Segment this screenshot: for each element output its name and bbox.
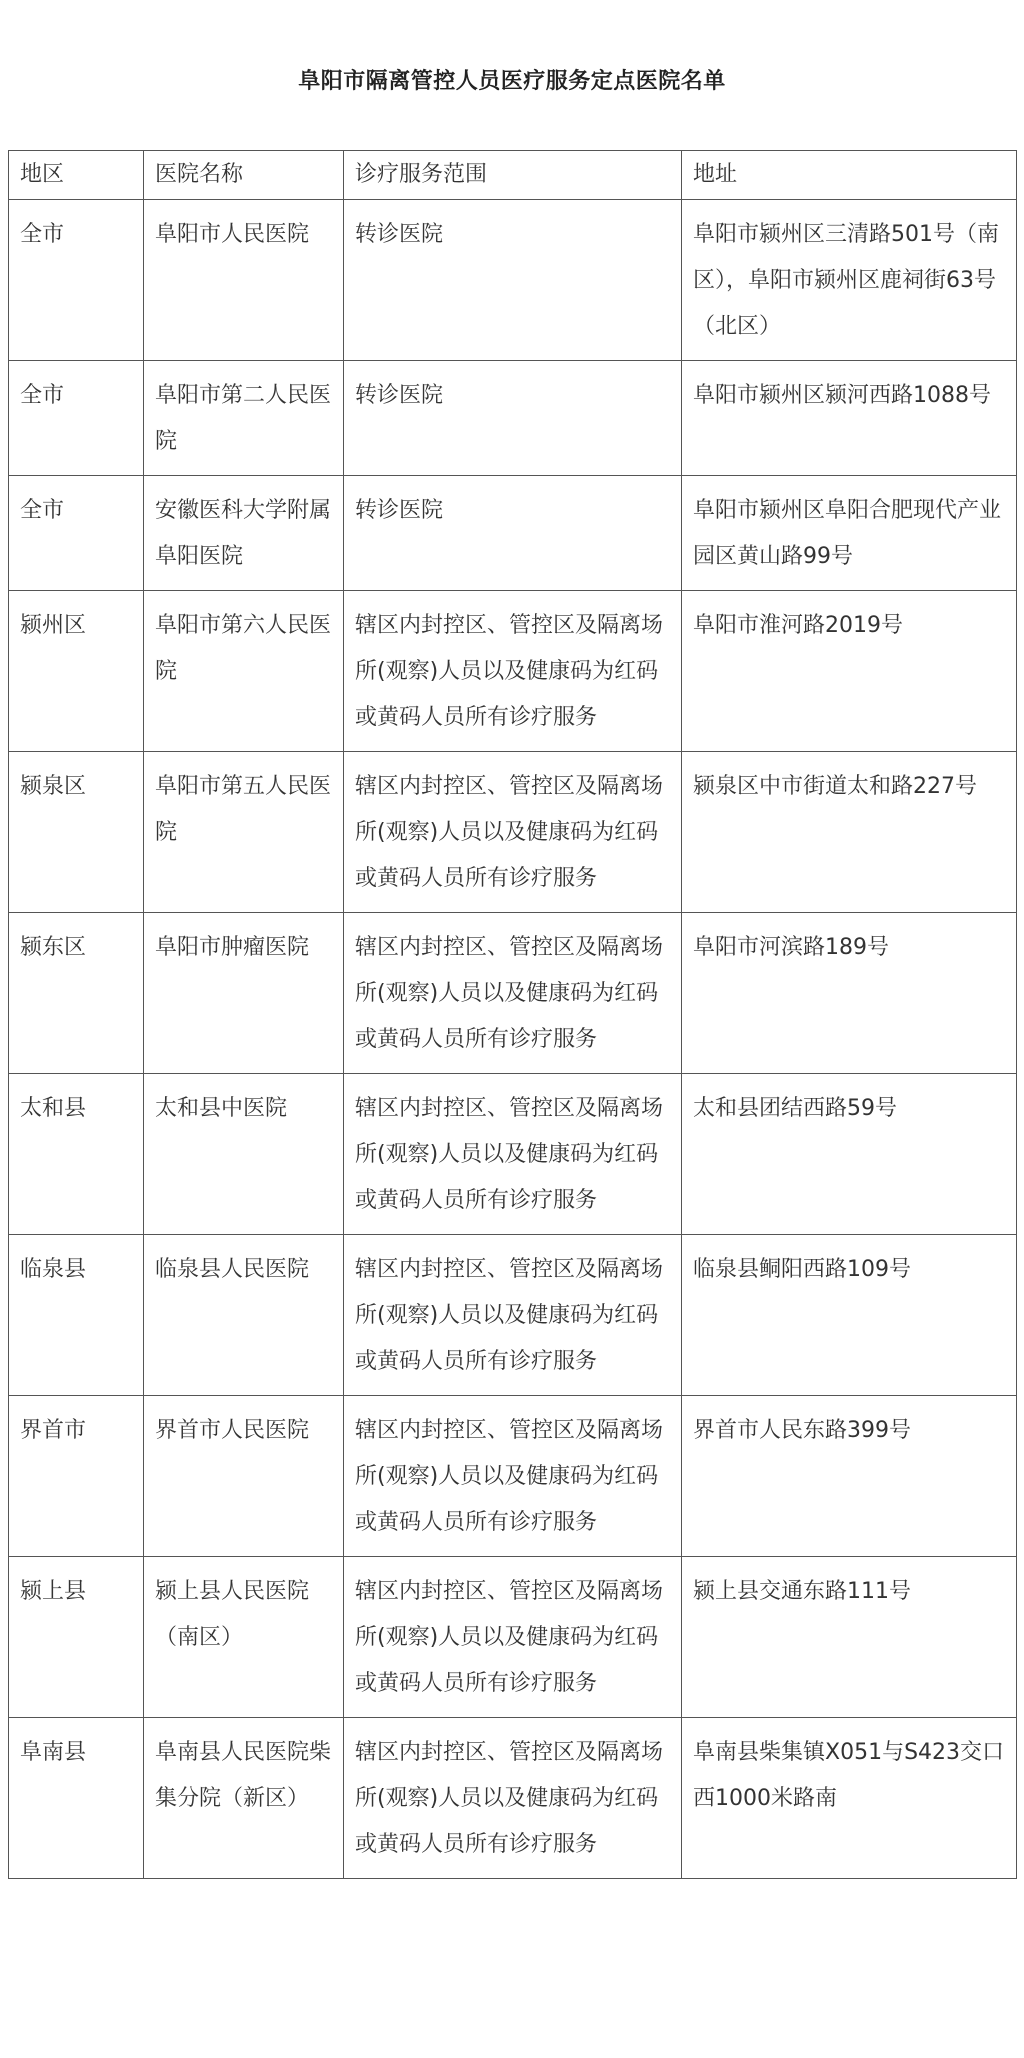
document-title: 阜阳市隔离管控人员医疗服务定点医院名单: [298, 69, 726, 94]
cell-address: 阜阳市河滨路189号: [682, 913, 1017, 1074]
table-row: [9, 1074, 1017, 1235]
cell-address: 临泉县鲖阳西路109号: [682, 1235, 1017, 1396]
cell-hospital: 临泉县人民医院: [144, 1235, 344, 1396]
cell-region: 颍东区: [9, 913, 144, 1074]
cell-scope: 辖区内封控区、管控区及隔离场所(观察)人员以及健康码为红码或黄码人员所有诊疗服务: [344, 1718, 682, 1879]
cell-region: 全市: [9, 476, 144, 591]
cell-scope: 辖区内封控区、管控区及隔离场所(观察)人员以及健康码为红码或黄码人员所有诊疗服务: [344, 1074, 682, 1235]
cell-region: 全市: [9, 200, 144, 361]
header-hospital: 医院名称: [144, 151, 344, 200]
table-row: [9, 591, 1017, 752]
table-row: [9, 1557, 1017, 1718]
cell-address: 阜阳市颍州区阜阳合肥现代产业园区黄山路99号: [682, 476, 1017, 591]
table-row: [9, 752, 1017, 913]
cell-scope: 辖区内封控区、管控区及隔离场所(观察)人员以及健康码为红码或黄码人员所有诊疗服务: [344, 913, 682, 1074]
cell-region: 全市: [9, 361, 144, 476]
table-row: [9, 200, 1017, 361]
cell-hospital: 阜阳市人民医院: [144, 200, 344, 361]
cell-hospital: 安徽医科大学附属阜阳医院: [144, 476, 344, 591]
table-row: [9, 476, 1017, 591]
cell-scope: 转诊医院: [344, 476, 682, 591]
cell-region: 临泉县: [9, 1235, 144, 1396]
cell-scope: 辖区内封控区、管控区及隔离场所(观察)人员以及健康码为红码或黄码人员所有诊疗服务: [344, 1396, 682, 1557]
cell-hospital: 阜阳市第六人民医院: [144, 591, 344, 752]
cell-address: 界首市人民东路399号: [682, 1396, 1017, 1557]
cell-hospital: 颍上县人民医院（南区）: [144, 1557, 344, 1718]
cell-address: 阜阳市淮河路2019号: [682, 591, 1017, 752]
cell-scope: 转诊医院: [344, 200, 682, 361]
header-address: 地址: [682, 151, 1017, 200]
hospital-table: [8, 150, 1017, 1879]
cell-address: 颍上县交通东路111号: [682, 1557, 1017, 1718]
cell-scope: 辖区内封控区、管控区及隔离场所(观察)人员以及健康码为红码或黄码人员所有诊疗服务: [344, 752, 682, 913]
cell-region: 太和县: [9, 1074, 144, 1235]
header-scope: 诊疗服务范围: [344, 151, 682, 200]
cell-scope: 辖区内封控区、管控区及隔离场所(观察)人员以及健康码为红码或黄码人员所有诊疗服务: [344, 591, 682, 752]
cell-region: 颍泉区: [9, 752, 144, 913]
cell-hospital: 阜阳市肿瘤医院: [144, 913, 344, 1074]
cell-region: 界首市: [9, 1396, 144, 1557]
table-row: [9, 913, 1017, 1074]
table-row: [9, 1718, 1017, 1879]
cell-address: 阜阳市颍州区三清路501号（南区），阜阳市颍州区鹿祠街63号（北区）: [682, 200, 1017, 361]
cell-hospital: 太和县中医院: [144, 1074, 344, 1235]
table-header-row: [9, 151, 1017, 200]
header-region: 地区: [9, 151, 144, 200]
cell-scope: 辖区内封控区、管控区及隔离场所(观察)人员以及健康码为红码或黄码人员所有诊疗服务: [344, 1235, 682, 1396]
cell-hospital: 阜阳市第二人民医院: [144, 361, 344, 476]
cell-region: 颍州区: [9, 591, 144, 752]
cell-hospital: 界首市人民医院: [144, 1396, 344, 1557]
cell-address: 阜阳市颍州区颍河西路1088号: [682, 361, 1017, 476]
cell-scope: 转诊医院: [344, 361, 682, 476]
cell-address: 太和县团结西路59号: [682, 1074, 1017, 1235]
table-row: [9, 361, 1017, 476]
cell-address: 阜南县柴集镇X051与S423交口西1000米路南: [682, 1718, 1017, 1879]
cell-region: 阜南县: [9, 1718, 144, 1879]
cell-address: 颍泉区中市街道太和路227号: [682, 752, 1017, 913]
cell-region: 颍上县: [9, 1557, 144, 1718]
cell-hospital: 阜南县人民医院柴集分院（新区）: [144, 1718, 344, 1879]
cell-hospital: 阜阳市第五人民医院: [144, 752, 344, 913]
cell-scope: 辖区内封控区、管控区及隔离场所(观察)人员以及健康码为红码或黄码人员所有诊疗服务: [344, 1557, 682, 1718]
table-row: [9, 1396, 1017, 1557]
table-row: [9, 1235, 1017, 1396]
